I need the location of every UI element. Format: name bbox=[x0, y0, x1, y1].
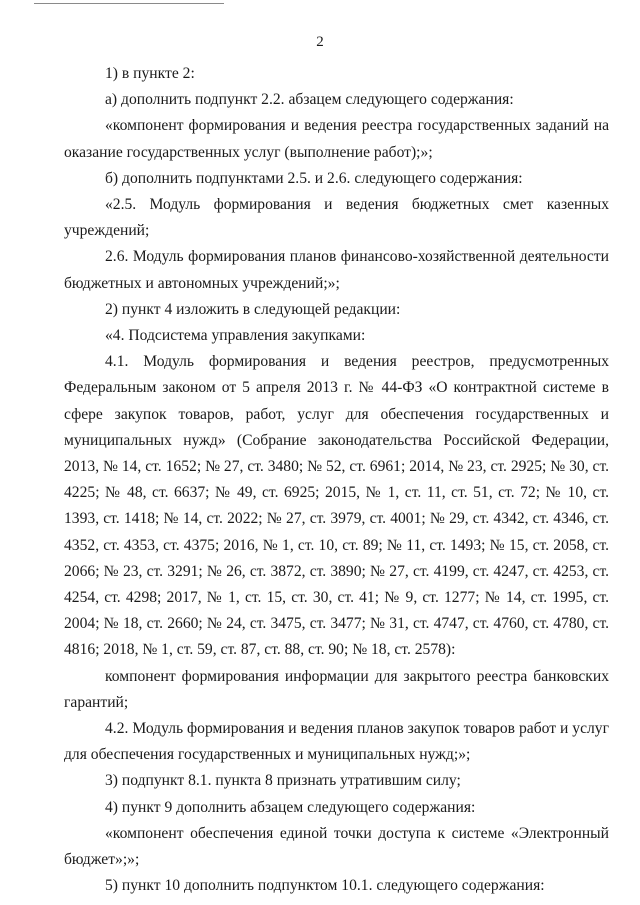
paragraph-8: «4. Подсистема управления закупками: bbox=[105, 327, 366, 345]
document-body bbox=[64, 61, 609, 900]
paragraph-6: 2.6. Модуль формирования планов финансово-хозяйственной деятельности бюджетных и автономных учреждений;»; bbox=[64, 248, 609, 292]
paragraph-14: «компонент обеспечения единой точки доступа к системе «Электронный бюджет»;»; bbox=[64, 824, 609, 869]
top-rule bbox=[34, 3, 224, 4]
paragraph-9: 4.1. Модуль формирования и ведения реестров, предусмотренных Федеральным законом от 5 апреля 2013 г. № 44-ФЗ «О контрактной системе в сфере закупок товаров, работ, услуг для обеспечения государственных и муниципальных нужд» (Собрание законодательства Российской Федерации, 2013, № 14, ст. 1652; № 27, ст. 3480; № 52, ст. 6961; 2014, № 23, ст. 2925; № 30, ст. 4225; № 48, ст. 6637; № 49, ст. 6925; 2015, № 1, ст. 11, ст. 51, ст. 72; № 10, ст. 1393, ст. 1418; № 14, ст. 2022; № 27, ст. 3979, ст. 4001; № 29, ст. 4342, ст. 4346, ст. 4352, ст. 4353, ст. 4375; 2016, № 1, ст. 10, ст. 89; № 11, ст. 1493; № 15, ст. 2058, ст. 2066; № 23, ст. 3291; № 26, ст. 3872, ст. 3890; № 27, ст. 4199, ст. 4247, ст. 4253, ст. 4254, ст. 4298; 2017, № 1, ст. 15, ст. 30, ст. 41; № 9, ст. 1277; № 14, ст. 1995, ст. 2004; № 18, ст. 2660; № 24, ст. 3475, ст. 3477; № 31, ст. 4747, ст. 4760, ст. 4780, ст. 4816; 2018, № 1, ст. 59, ст. 87, ст. 88, ст. 90; № 18, ст. 2578): bbox=[64, 353, 609, 659]
paragraph-2: а) дополнить подпункт 2.2. абзацем следующего содержания: bbox=[105, 91, 514, 109]
paragraph-4: б) дополнить подпунктами 2.5. и 2.6. следующего содержания: bbox=[105, 169, 523, 187]
paragraph-10: компонент формирования информации для закрытого реестра банковских гарантий; bbox=[64, 667, 609, 711]
page-number: 2 bbox=[316, 34, 324, 50]
paragraph-12: 3) подпункт 8.1. пункта 8 признать утратившим силу; bbox=[105, 772, 461, 790]
paragraph-1: 1) в пункте 2: bbox=[105, 65, 195, 82]
paragraph-15: 5) пункт 10 дополнить подпунктом 10.1. следующего содержания: bbox=[105, 877, 545, 895]
paragraph-11: 4.2. Модуль формирования и ведения планов закупок товаров работ и услуг для обеспечения государственных и муниципальных нужд;»; bbox=[64, 720, 609, 764]
paragraph-13: 4) пункт 9 дополнить абзацем следующего содержания: bbox=[105, 798, 476, 816]
paragraph-5: «2.5. Модуль формирования и ведения бюджетных смет казенных учреждений; bbox=[64, 196, 609, 240]
paragraph-3: «компонент формирования и ведения реестра государственных заданий на оказание государственных услуг (выполнение работ);»; bbox=[64, 117, 609, 161]
paragraph-7: 2) пункт 4 изложить в следующей редакции: bbox=[105, 300, 401, 318]
